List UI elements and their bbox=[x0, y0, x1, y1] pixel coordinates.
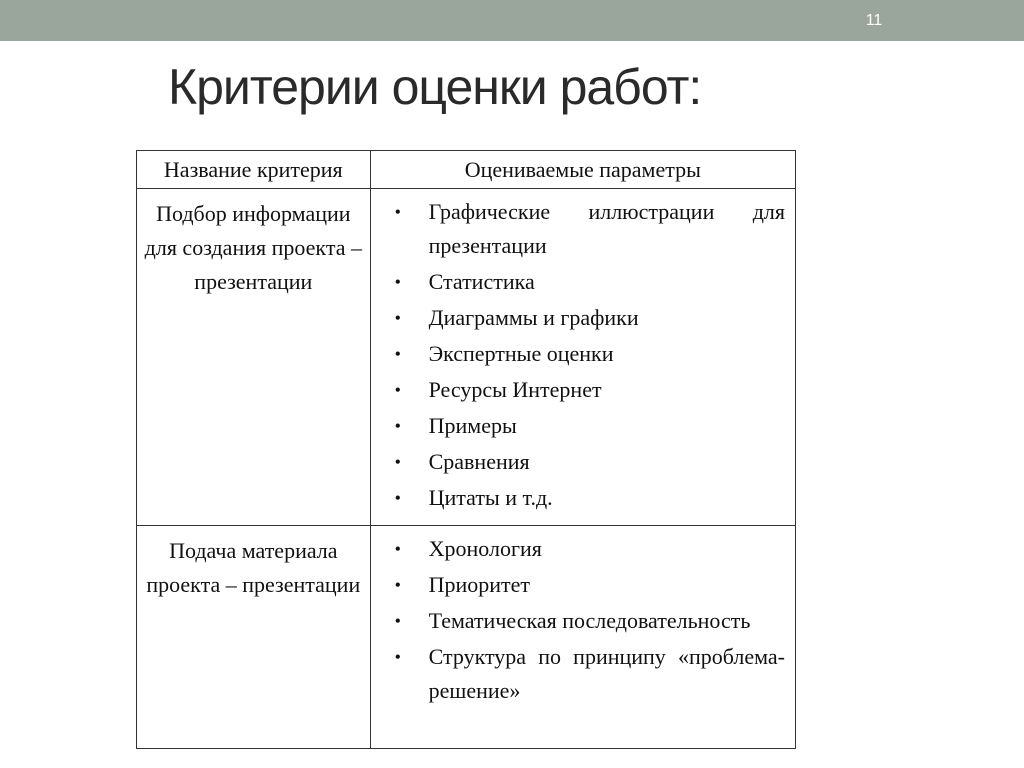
bullet-dot-icon: • bbox=[394, 452, 401, 472]
parameter-text: Экспертные оценки bbox=[428, 341, 614, 366]
bullet-dot-icon: • bbox=[394, 611, 401, 631]
list-item bbox=[381, 604, 785, 638]
table-header-row bbox=[137, 151, 796, 189]
parameters-list bbox=[381, 195, 785, 515]
list-item bbox=[381, 640, 785, 708]
header-criterion: Название критерия bbox=[137, 151, 371, 189]
bullet-dot-icon: • bbox=[394, 416, 401, 436]
parameter-text: Приоритет bbox=[428, 572, 531, 597]
bullet-dot-icon: • bbox=[394, 575, 401, 595]
list-item bbox=[381, 373, 785, 407]
bullet-dot-icon: • bbox=[394, 344, 401, 364]
parameter-text: Ресурсы Интернет bbox=[428, 377, 602, 402]
parameter-text: Хронология bbox=[428, 536, 542, 561]
list-item bbox=[381, 445, 785, 479]
criterion-cell: Подбор информации для создания проекта – презентации bbox=[137, 189, 371, 526]
slide-title: Критерии оценки работ: bbox=[168, 59, 702, 115]
list-item bbox=[381, 409, 785, 443]
parameter-text: Структура по принципу «проблема-решение» bbox=[428, 644, 785, 703]
list-item bbox=[381, 532, 785, 566]
list-item bbox=[381, 301, 785, 335]
parameter-text: Примеры bbox=[428, 413, 517, 438]
header-parameters: Оцениваемые параметры bbox=[370, 151, 795, 189]
list-item bbox=[381, 195, 785, 263]
parameter-text: Тематическая последовательность bbox=[428, 608, 751, 633]
parameters-list bbox=[381, 532, 785, 708]
parameter-text: Диаграммы и графики bbox=[428, 305, 639, 330]
bullet-dot-icon: • bbox=[394, 488, 401, 508]
list-item bbox=[381, 568, 785, 602]
bullet-dot-icon: • bbox=[394, 308, 401, 328]
parameters-cell bbox=[370, 189, 795, 526]
top-bar bbox=[0, 0, 1024, 41]
bullet-dot-icon: • bbox=[394, 202, 401, 222]
table-row bbox=[137, 526, 796, 749]
bullet-dot-icon: • bbox=[394, 647, 401, 667]
slide-number: 11 bbox=[865, 12, 883, 29]
bullet-dot-icon: • bbox=[394, 272, 401, 292]
criteria-table bbox=[136, 150, 796, 749]
list-item bbox=[381, 337, 785, 371]
criterion-cell: Подача материала проекта – презентации bbox=[137, 526, 371, 749]
table-row bbox=[137, 189, 796, 526]
parameter-text: Графические иллюстрации для презентации bbox=[428, 199, 785, 258]
bullet-dot-icon: • bbox=[394, 380, 401, 400]
parameter-text: Статистика bbox=[428, 269, 535, 294]
list-item bbox=[381, 481, 785, 515]
bullet-dot-icon: • bbox=[394, 539, 401, 559]
parameters-cell bbox=[370, 526, 795, 749]
parameter-text: Сравнения bbox=[428, 449, 530, 474]
list-item bbox=[381, 265, 785, 299]
parameter-text: Цитаты и т.д. bbox=[428, 485, 553, 510]
